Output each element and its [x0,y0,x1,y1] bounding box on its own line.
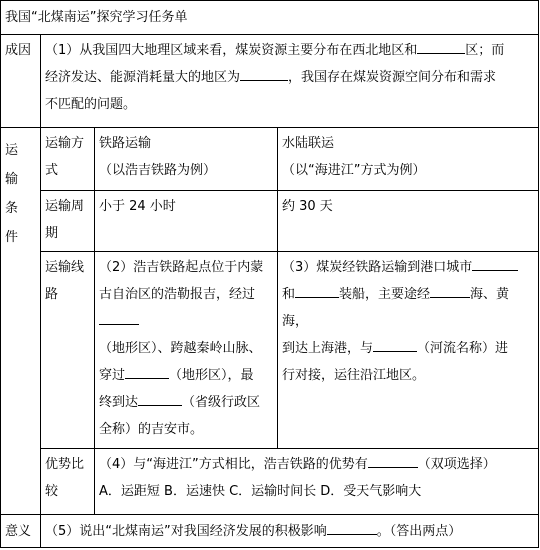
sea-period: 约 30 天 [278,191,539,251]
answer-blank[interactable] [125,364,169,379]
answer-blank[interactable] [327,520,377,535]
reason-question: （1）从我国四大地理区域来看，煤炭资源主要分布在西北地区和 区；而 经济发达、能源消耗量大的地区为 ，我国存在煤炭资源空间分布和需求 不匹配的问题。 [41,34,539,128]
advantage-options: A．运距短 B．运速快 C．运输时间长 D．受天气影响大 [99,484,422,500]
answer-blank[interactable] [240,66,288,81]
answer-blank[interactable] [295,283,339,298]
sea-route: （3）煤炭经铁路运输到港口城市 和 装船，主要途经 海、黄 海， 到达上海港，与 （河流名称）进 行对接，运往沿江地区。 [278,251,539,449]
answer-blank[interactable] [472,256,518,271]
meaning-question: （5）说出“北煤南运”对我国经济发展的积极影响 。（答出两点） [41,515,539,548]
meaning-label: 意义 [1,515,41,548]
answer-blank[interactable] [430,283,470,298]
reason-label: 成因 [1,34,41,128]
advantage-label: 优势比较 [41,449,95,515]
answer-blank[interactable] [417,39,465,54]
rail-route: （2）浩吉铁路起点位于内蒙 古自治区的浩勒报吉，经过 （地形区）、跨越秦岭山脉、 穿过 （地形区），最 终到达 （省级行政区 全称）的吉安市。 [95,251,278,449]
aspect-header: 运输方式 [41,128,95,191]
transport-label: 运 输 条 件 [1,128,41,515]
answer-blank[interactable] [99,310,139,325]
period-label: 运输周期 [41,191,95,251]
sea-header: 水陆联运 （以“海进江”方式为例） [278,128,539,191]
answer-blank[interactable] [138,391,182,406]
worksheet-title: 我国“北煤南运”探究学习任务单 [1,1,539,35]
rail-period: 小于 24 小时 [95,191,278,251]
answer-blank[interactable] [373,337,417,352]
rail-header: 铁路运输 （以浩吉铁路为例） [95,128,278,191]
route-label: 运输线路 [41,251,95,449]
advantage-question: （4）与“海进江”方式相比，浩吉铁路的优势有 （双项选择） A．运距短 B．运速快 C．运输时间长 D．受天气影响大 [95,449,539,515]
answer-blank[interactable] [368,453,418,468]
